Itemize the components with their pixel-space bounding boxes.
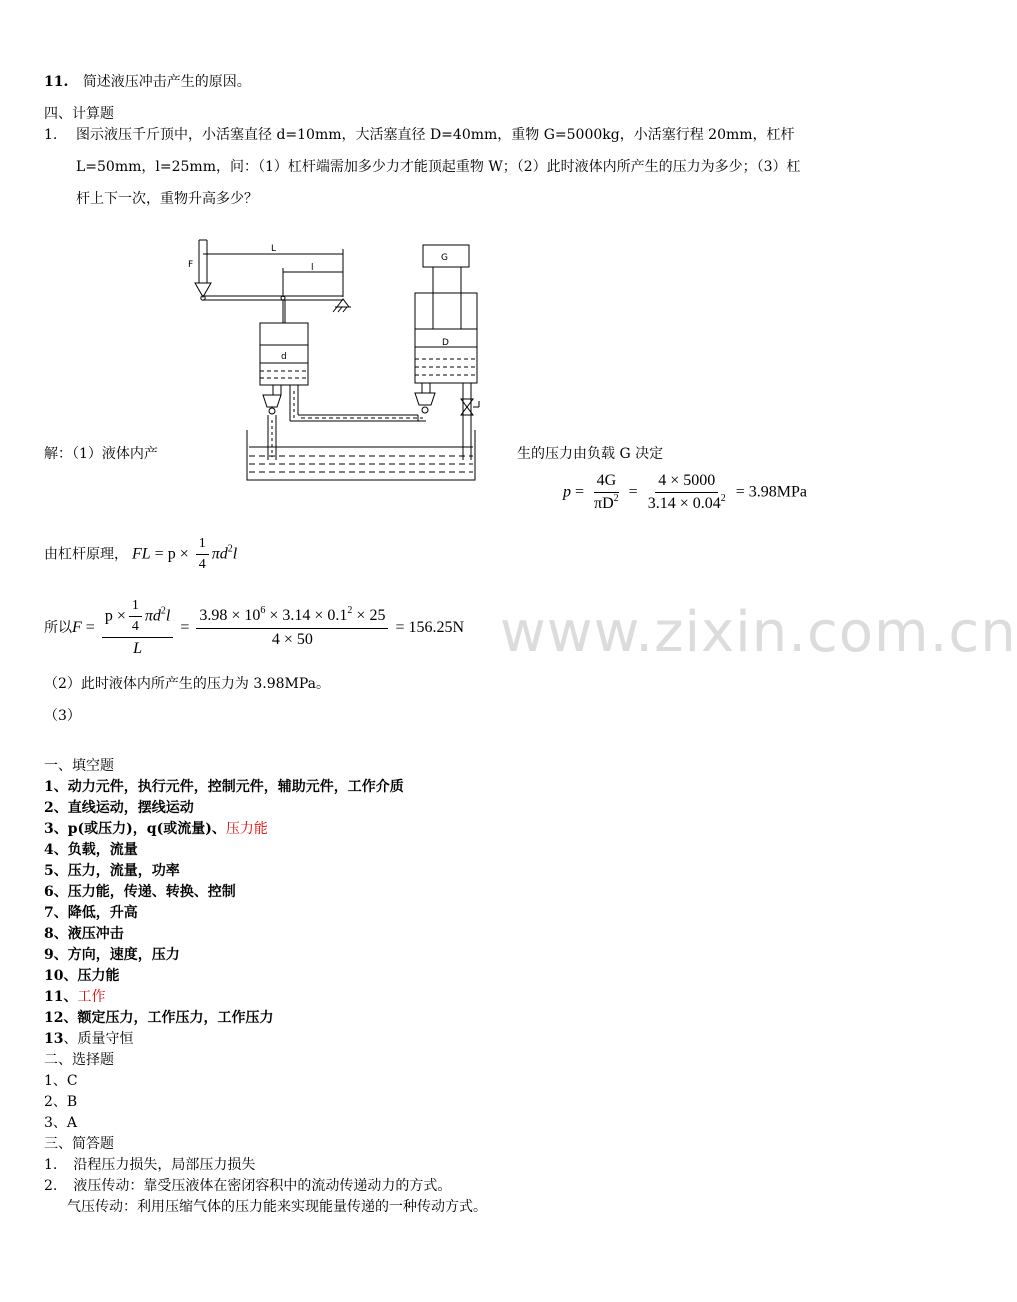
- problem-1-line3: 杆上下一次，重物升高多少？: [76, 191, 258, 207]
- label-L: L: [271, 244, 277, 254]
- question-text: 简述液压冲击产生的原因。: [82, 74, 251, 90]
- solution-part-3: （3）: [44, 708, 81, 724]
- section-title-calc: 四、计算题: [44, 106, 114, 122]
- answer-item: 13、质量守恒: [44, 1031, 134, 1047]
- answer-highlight: 压力能: [225, 821, 268, 837]
- answers-section-3: 三、简答题: [44, 1136, 114, 1152]
- answer-item: 10、压力能: [44, 968, 120, 984]
- short-answer-continued: 气压传动：利用压缩气体的压力能来实现能量传递的一种传动方式。: [67, 1199, 487, 1215]
- short-answer: 1. 沿程压力损失，局部压力损失: [44, 1157, 256, 1173]
- answer-highlight: 工作: [77, 989, 106, 1005]
- label-l: l: [311, 263, 314, 273]
- label-D: D: [442, 338, 449, 348]
- answer-item: 11、工作: [44, 989, 106, 1005]
- answer-item: 2、直线运动，摆线运动: [44, 800, 194, 816]
- answer-item: 3、p(或压力)，q(或流量)、压力能: [44, 821, 268, 837]
- answer-item: 4、负载，流量: [44, 842, 138, 858]
- problem-1-line1: 图示液压千斤顶中，小活塞直径 d=10mm，大活塞直径 D=40mm，重物 G=5000kg，小活塞行程 20mm，杠杆: [76, 127, 795, 143]
- answer-item: 12、额定压力，工作压力，工作压力: [44, 1010, 274, 1026]
- solution-part-2: （2）此时液体内所产生的压力为 3.98MPa。: [44, 676, 331, 692]
- answers-section-2: 二、选择题: [44, 1052, 114, 1068]
- choice-answer: 3、A: [44, 1115, 78, 1131]
- answer-item: 5、压力，流量，功率: [44, 863, 180, 879]
- watermark: www.zixin.com.cn: [500, 600, 1017, 665]
- answer-item: 7、降低，升高: [44, 905, 138, 921]
- equation-lever: 由杠杆原理， FL = p × $\frac{1}{4}$ $\pi d^2l$: [44, 536, 238, 573]
- answer-item: 9、方向，速度，压力: [44, 947, 180, 963]
- hydraulic-jack-diagram: [185, 235, 485, 485]
- question-number: 11.: [44, 74, 69, 90]
- equation-force: 所以F = p × $\frac{1}{4}$ $\pi d^2l$ L = $\frac{3.98 \times 10^6 \times 3.14 \times 0.1^2 \times 25}{4 \times 50}$ = 156.25N: [44, 598, 465, 658]
- answer-item: 8、液压冲击: [44, 926, 124, 942]
- answers-section-1: 一、填空题: [44, 758, 114, 774]
- force-arrow: [195, 240, 211, 297]
- answer-item: 6、压力能，传递、转换、控制: [44, 884, 236, 900]
- label-d: d: [281, 352, 287, 362]
- choice-answer: 1、C: [44, 1073, 78, 1089]
- question-11: [44, 72, 251, 92]
- problem-1-line2: L=50mm，l=25mm，问：（1）杠杆端需加多少力才能顶起重物 W；（2）此时液体内所产生的压力为多少；（3）杠: [76, 159, 801, 175]
- label-F: F: [188, 260, 194, 270]
- problem-1-number: 1.: [44, 127, 58, 143]
- answer-item: 1、动力元件，执行元件，控制元件，辅助元件，工作介质: [44, 779, 404, 795]
- label-G: G: [441, 253, 448, 263]
- choice-answer: 2、B: [44, 1094, 78, 1110]
- short-answer: 2. 液压传动：靠受压液体在密闭容积中的流动传递动力的方式。: [44, 1178, 452, 1194]
- equation-pressure: p = $\frac{4G}{\pi D^2}$ = $\frac{4 \times 5000}{3.14 \times 0.04^2}$ = 3.98MPa: [563, 472, 807, 513]
- solution-intro-left: 解：（1）液体内产: [44, 446, 158, 462]
- solution-intro-right: 生的压力由负载 G 决定: [517, 446, 664, 462]
